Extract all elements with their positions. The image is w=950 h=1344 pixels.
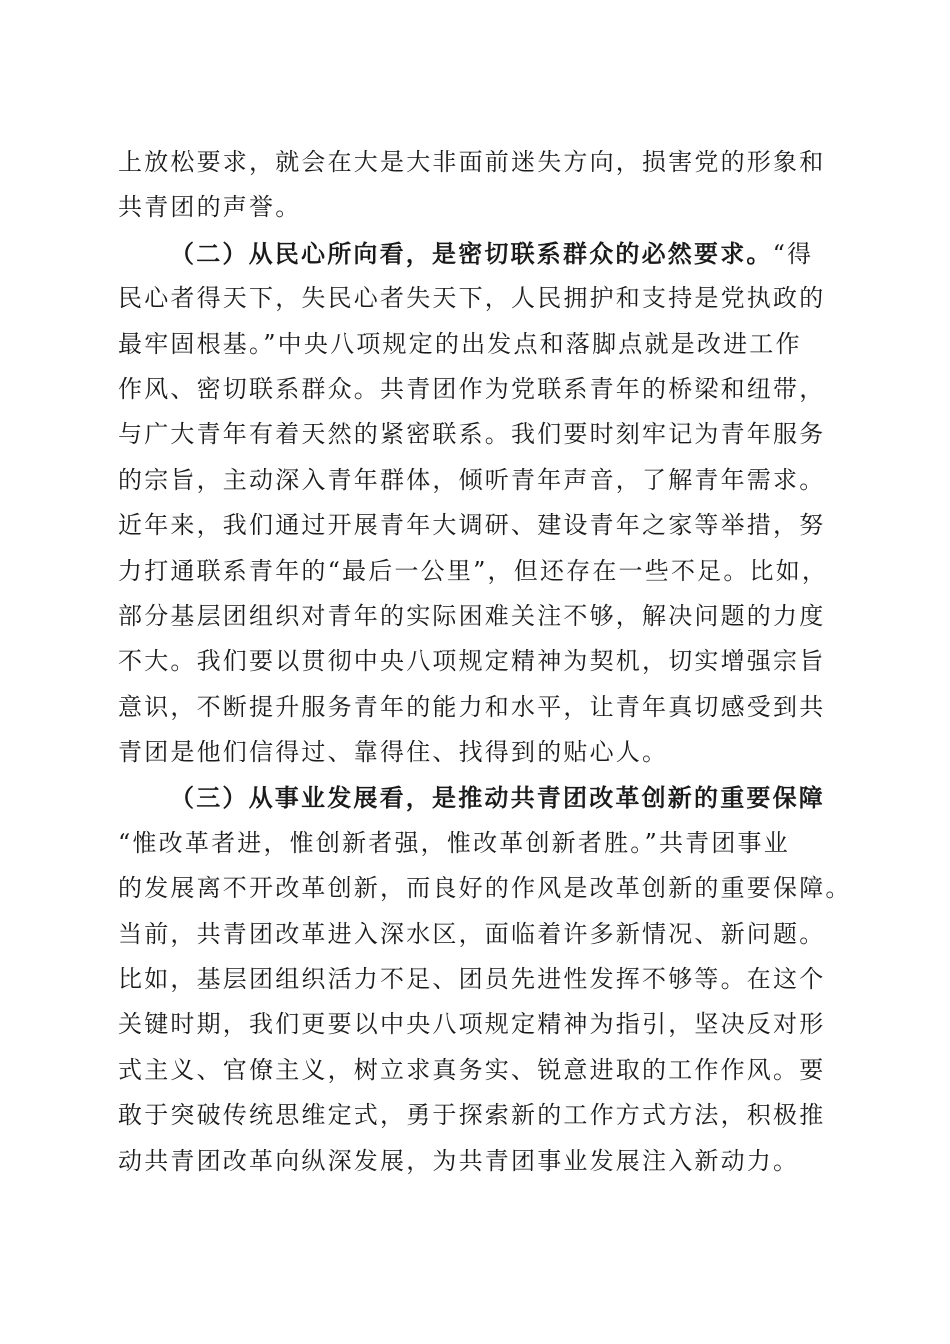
text-line: 动共青团改革向纵深发展，为共青团事业发展注入新动力。 (118, 1146, 800, 1175)
text-line: 不大。我们要以贯彻中央八项规定精神为契机，切实增强宗旨 (118, 647, 826, 676)
text-line: 共青团的声誉。 (118, 193, 302, 222)
text-line: 青团是他们信得过、靠得住、找得到的贴心人。 (118, 738, 669, 767)
text-line: “惟改革者进，惟创新者强，惟改革创新者胜。”共青团事业 (118, 828, 790, 857)
section-3-heading: （三）从事业发展看，是推动共青团改革创新的重要保障 (170, 783, 825, 813)
text-line: 最牢固根基。”中央八项规定的出发点和落脚点就是改进工作 (118, 329, 802, 358)
text-line: 作风、密切联系群众。共青团作为党联系青年的桥梁和纽带， (118, 374, 826, 403)
document-body (118, 140, 852, 1184)
text-line: 力打通联系青年的“最后一公里”，但还存在一些不足。比如， (118, 556, 829, 585)
text-line: 近年来，我们通过开展青年大调研、建设青年之家等举措，努 (118, 511, 826, 540)
section-3-first-line (118, 775, 830, 820)
text-line: 部分基层团组织对青年的实际困难关注不够，解决问题的力度 (118, 601, 826, 630)
text-line: 比如，基层团组织活力不足、团员先进性发挥不够等。在这个 (118, 965, 826, 994)
text-line: 与广大青年有着天然的紧密联系。我们要时刻牢记为青年服务 (118, 420, 826, 449)
section-2-first-line (118, 231, 830, 276)
section-2-heading: （二）从民心所向看，是密切联系群众的必然要求。 (170, 238, 773, 268)
text-line: 上放松要求，就会在大是大非面前迷失方向，损害党的形象和 (118, 148, 826, 176)
section-2-lead-text: “得 (772, 239, 814, 268)
text-line: 当前，共青团改革进入深水区，面临着许多新情况、新问题。 (118, 919, 826, 948)
text-line: 的发展离不开改革创新，而良好的作风是改革创新的重要保障。 (118, 874, 852, 903)
text-line: 民心者得天下，失民心者失天下，人民拥护和支持是党执政的 (118, 284, 826, 313)
text-line: 式主义、官僚主义，树立求真务实、锐意进取的工作作风。要 (118, 1055, 826, 1084)
text-line: 意识，不断提升服务青年的能力和水平，让青年真切感受到共 (118, 692, 826, 721)
text-line: 的宗旨，主动深入青年群体，倾听青年声音，了解青年需求。 (118, 465, 826, 494)
text-line: 敢于突破传统思维定式，勇于探索新的工作方式方法，积极推 (118, 1101, 826, 1130)
text-line: 关键时期，我们更要以中央八项规定精神为指引，坚决反对形 (118, 1010, 826, 1039)
